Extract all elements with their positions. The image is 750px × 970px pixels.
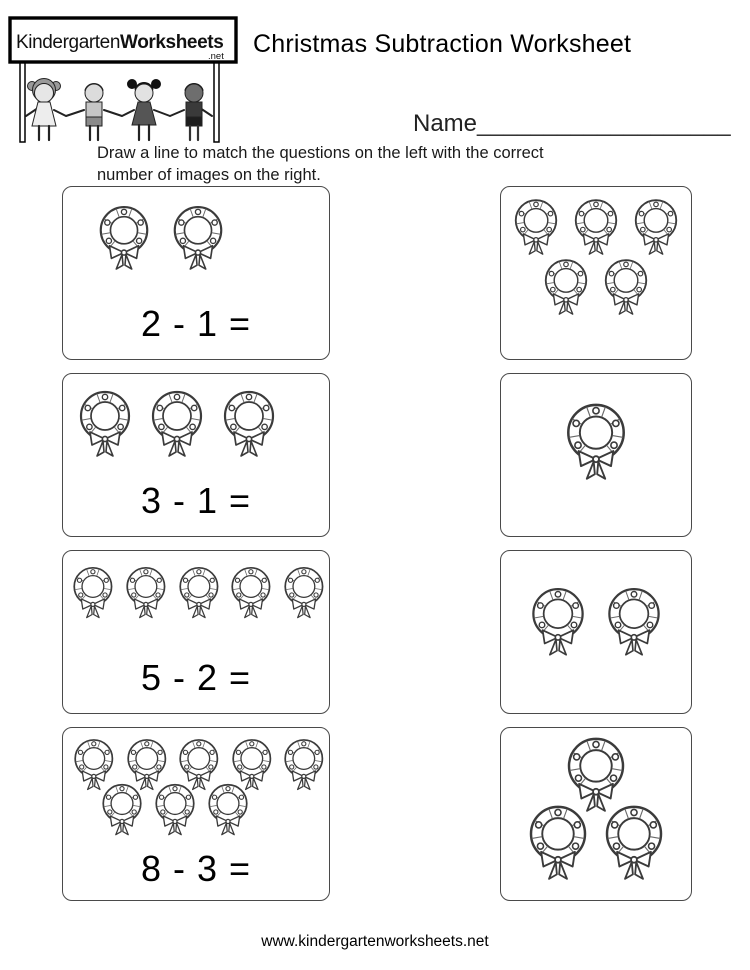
problem-box-0[interactable] (62, 186, 330, 360)
worksheet-title: Christmas Subtraction Worksheet (253, 30, 632, 58)
wreath-icon (598, 800, 670, 888)
answer-box-1[interactable] (500, 373, 692, 537)
wreath-row (501, 583, 691, 663)
wreath-row (93, 201, 329, 277)
wreath-row (73, 386, 329, 464)
answer-wreaths-3 (501, 728, 691, 900)
wreath-icon (217, 386, 281, 464)
wreath-icon (73, 386, 137, 464)
wreath-icon (599, 255, 653, 321)
wreath-icon (97, 780, 147, 841)
wreath-icon (93, 201, 155, 277)
wreath-icon (539, 255, 593, 321)
problem-box-3[interactable] (62, 727, 330, 901)
problem-box-1[interactable] (62, 373, 330, 537)
wreath-icon (525, 583, 591, 663)
wreath-icon (522, 800, 594, 888)
wreath-icon (174, 563, 224, 624)
wreath-row (68, 563, 329, 624)
wreath-icon (226, 563, 276, 624)
wreath-icon (203, 780, 253, 841)
wreath-icon (167, 201, 229, 277)
logo-pole-left (20, 60, 25, 142)
kids-illustration (26, 79, 212, 141)
wreath-icon (68, 563, 118, 624)
logo-text: KindergartenWorksheets (16, 32, 224, 53)
logo-net-label: .net (208, 51, 224, 62)
problem-expression-2: 5 - 2 = (140, 657, 252, 698)
name-label: Name (413, 110, 478, 137)
wreath-icon (509, 195, 563, 261)
problem-wreaths-3 (63, 728, 329, 848)
wreath-icon (121, 563, 171, 624)
wreath-row (97, 780, 329, 841)
wreath-row (501, 398, 691, 488)
problem-expression-0: 2 - 1 = (140, 303, 252, 344)
problem-expression-1: 3 - 1 = (140, 480, 252, 521)
answer-wreaths-2 (501, 551, 691, 713)
wreath-icon (279, 563, 329, 624)
wreath-row (501, 800, 691, 888)
logo-pole-right (214, 60, 219, 142)
answer-wreaths-0 (501, 187, 691, 359)
problem-wreaths-2 (63, 551, 329, 657)
wreath-icon (569, 195, 623, 261)
wreath-icon (559, 398, 633, 488)
answer-wreaths-1 (501, 374, 691, 536)
instructions-text: Draw a line to match the questions on the left with the correct number of images on the right. (97, 144, 544, 184)
wreath-icon (145, 386, 209, 464)
problem-expression-3: 8 - 3 = (140, 848, 252, 889)
footer-url: www.kindergartenworksheets.net (261, 933, 489, 950)
answer-box-0[interactable] (500, 186, 692, 360)
wreath-row (501, 255, 691, 321)
wreath-icon (629, 195, 683, 261)
logo-banner-and-kids (8, 16, 243, 164)
problem-wreaths-0 (63, 187, 329, 303)
wreath-row (501, 195, 691, 261)
wreath-icon (601, 583, 667, 663)
answer-box-3[interactable] (500, 727, 692, 901)
problem-box-2[interactable] (62, 550, 330, 714)
name-row (413, 110, 731, 138)
problem-wreaths-1 (63, 374, 329, 480)
wreath-icon (150, 780, 200, 841)
name-input-line[interactable]: ___________________ (477, 110, 731, 137)
answer-box-2[interactable] (500, 550, 692, 714)
